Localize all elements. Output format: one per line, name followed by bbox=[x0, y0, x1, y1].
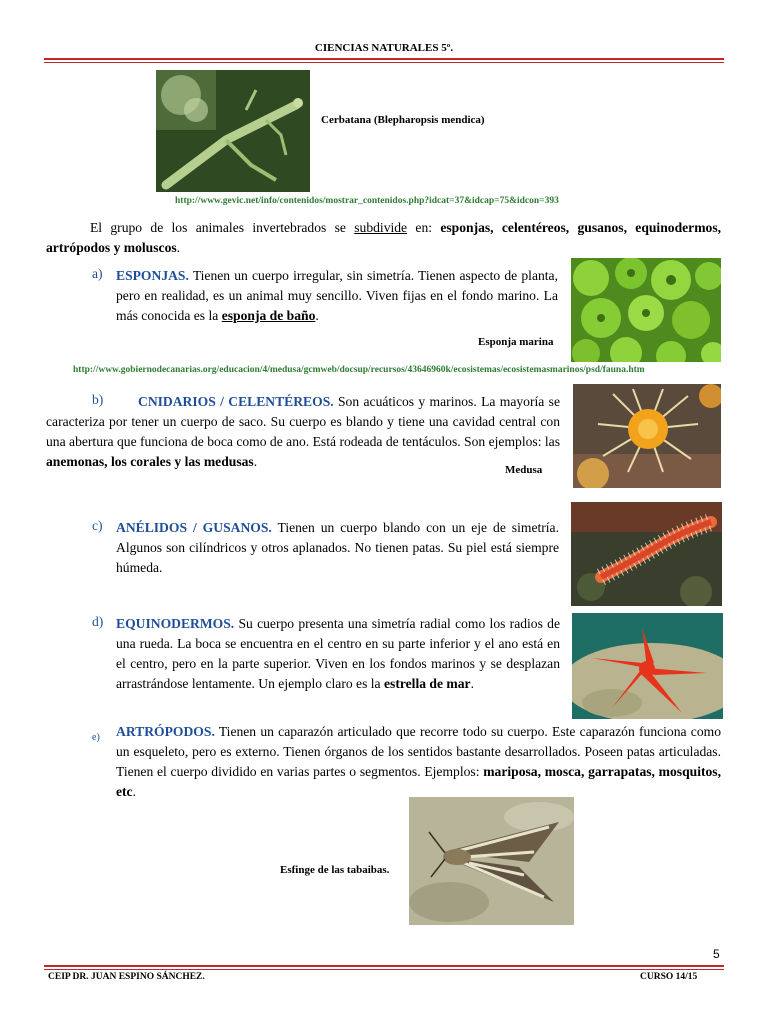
item-b-text: CNIDARIOS / CELENTÉREOS. Son acuáticos y marinos. La mayoría se caracteriza por tener un cuerpo de saco. Su cuerpo es blando y tiene una cavidad central con una abertura que funciona de boca como de ano. Está rodeada de tentáculos. Son ejemplos: las anemonas, los corales y las medusas. bbox=[46, 394, 560, 469]
item-b-letter: b) bbox=[92, 392, 104, 407]
sponge-photo bbox=[571, 258, 721, 362]
moth-photo bbox=[409, 797, 574, 925]
jellyfish-caption: Medusa bbox=[505, 464, 543, 476]
mantis-caption: Cerbatana (Blepharopsis mendica) bbox=[321, 114, 485, 126]
sponge-source-link[interactable]: http://www.gobiernodecanarias.org/educacion/4/medusa/gcmweb/docsup/recursos/43646960k/ecosistemas/ecosistemasmarinos/psd/fauna.htm bbox=[73, 365, 645, 375]
moth-caption: Esfinge de las tabaibas. bbox=[280, 864, 390, 876]
mantis-source-link[interactable]: http://www.gevic.net/info/contenidos/mostrar_contenidos.php?idcat=37&idcap=75&idcon=393 bbox=[175, 196, 559, 206]
worm-photo bbox=[571, 502, 722, 606]
item-a-text: ESPONJAS. Tienen un cuerpo irregular, sin simetría. Tienen aspecto de planta, pero en realidad, es un animal muy sencillo. Viven fijas en el fondo marino. La más conocida es la esponja de baño. bbox=[116, 268, 558, 323]
item-c-letter: c) bbox=[92, 518, 103, 533]
intro-paragraph: El grupo de los animales invertebrados se subdivide en: esponjas, celentéreos, gusanos, equinodermos, artrópodos y moluscos. bbox=[46, 220, 722, 255]
footer-rule bbox=[44, 965, 724, 967]
mantis-photo bbox=[156, 70, 310, 192]
item-e-text: ARTRÓPODOS. Tienen un caparazón articulado que recorre todo su cuerpo. Este caparazón funciona como un esqueleto, pero es externo. Tienen órganos de los sentidos bastante desarrollados. Poseen patas articuladas. Tienen el cuerpo dividido en varias partes o segmentos. Ejemplos: mariposa, mosca, garrapatas, mosquitos, etc. bbox=[116, 724, 721, 799]
header-rule bbox=[44, 58, 724, 60]
item-d-text: EQUINODERMOS. Su cuerpo presenta una simetría radial como los radios de una rueda. La boca se encuentra en el centro en su parte inferior y el ano está en el centro, pero en la parte superior. Viven en los fondos marinos y se desplazan arrastrándose lentamente. Un ejemplo claro es la estrella de mar. bbox=[116, 616, 560, 691]
anemone-photo bbox=[573, 384, 721, 488]
page-number: 5 bbox=[713, 947, 720, 961]
item-a-letter: a) bbox=[92, 266, 103, 281]
footer-rule-thin bbox=[44, 969, 724, 970]
sponge-caption: Esponja marina bbox=[478, 336, 554, 348]
page-header-title: CIENCIAS NATURALES 5º. bbox=[314, 42, 454, 54]
header-rule-thin bbox=[44, 62, 724, 63]
item-c-text: ANÉLIDOS / GUSANOS. Tienen un cuerpo blando con un eje de simetría. Algunos son cilíndricos y otros aplanados. No tienen patas. Su piel está siempre húmeda. bbox=[116, 520, 559, 575]
footer-course: CURSO 14/15 bbox=[640, 972, 698, 982]
starfish-photo bbox=[572, 613, 723, 719]
item-d-letter: d) bbox=[92, 614, 104, 629]
footer-school: CEIP DR. JUAN ESPINO SÁNCHEZ. bbox=[48, 972, 205, 982]
item-e-letter: e) bbox=[92, 732, 100, 743]
